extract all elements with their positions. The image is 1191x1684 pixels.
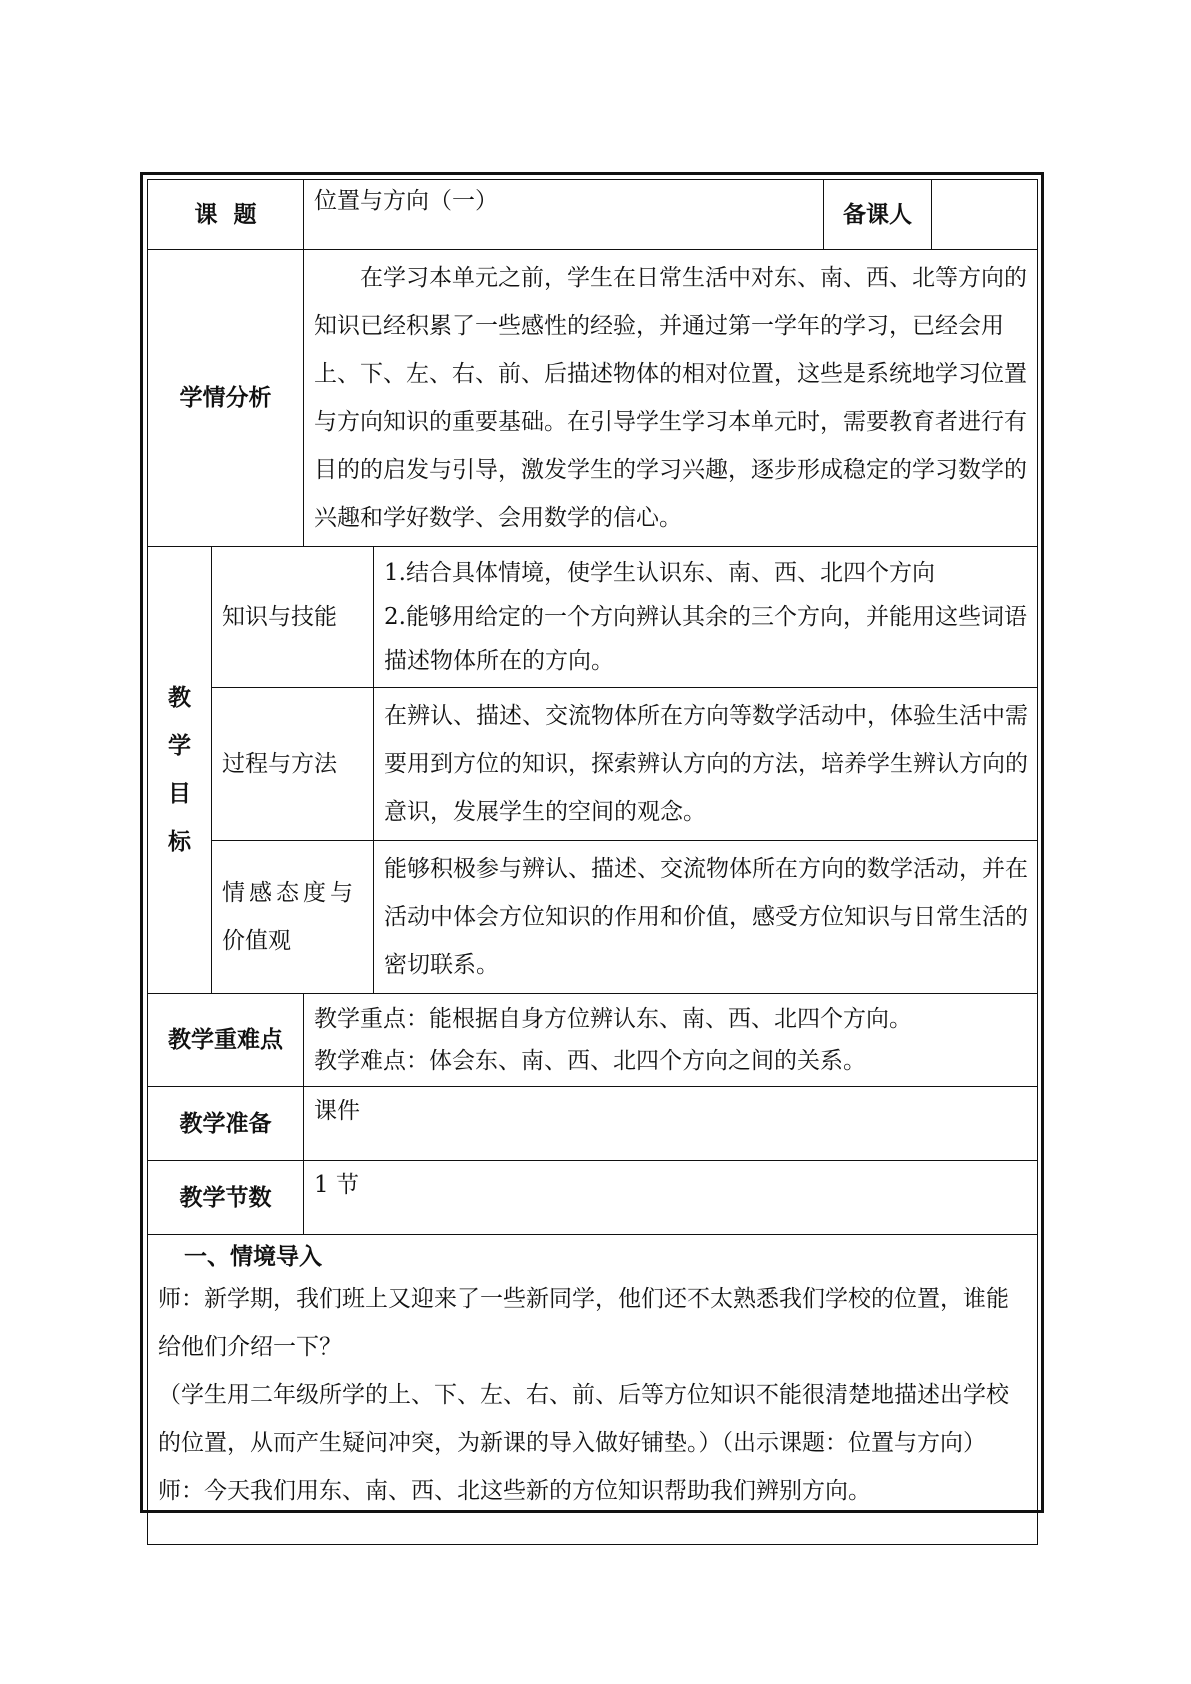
emotion-label-line-2: 价值观 — [222, 928, 291, 954]
goals-label — [148, 547, 212, 994]
preparation-label: 教学准备 — [148, 1087, 304, 1161]
section-paragraph-3: 师：今天我们用东、南、西、北这些新的方位知识帮助我们辨别方向。 — [158, 1478, 871, 1504]
knowledge-line-1: 1.结合具体情境，使学生认识东、南、西、北四个方向 — [384, 560, 935, 586]
goals-label-char: 学 — [168, 733, 191, 759]
analysis-row — [148, 250, 1038, 547]
topic-label: 课 题 — [148, 180, 304, 250]
process-text: 在辨认、描述、交流物体所在方向等数学活动中，体验生活中需要用到方位的知识，探索辨认方向的方法，培养学生辨认方向的意识，发展学生的空间的观念。 — [384, 703, 1029, 825]
goal-knowledge-row — [148, 547, 1038, 688]
emotion-cell — [374, 841, 1038, 994]
analysis-cell — [304, 250, 1038, 547]
emotion-label — [212, 841, 374, 994]
section-heading: 一、情境导入 — [184, 1244, 322, 1270]
goal-emotion-row — [148, 841, 1038, 994]
process-section-row — [148, 1235, 1038, 1545]
topic-row — [148, 180, 1038, 250]
analysis-text: 在学习本单元之前，学生在日常生活中对东、南、西、北等方向的知识已经积累了一些感性的经验，并通过第一学年的学习，已经会用上、下、左、右、前、后描述物体的相对位置，这些是系统地学习位置与方向知识的重要基础。在引导学生学习本单元时，需要教育者进行有目的的启发与引导，激发学生的学习兴趣，逐步形成稳定的学习数学的兴趣和学好数学、会用数学的信心。 — [314, 265, 1028, 531]
periods-label: 教学节数 — [148, 1161, 304, 1235]
key-points-cell — [304, 994, 1038, 1087]
process-cell — [374, 688, 1038, 841]
key-points-label: 教学重难点 — [148, 994, 304, 1087]
key-points-row — [148, 994, 1038, 1087]
emotion-text: 能够积极参与辨认、描述、交流物体所在方向的数学活动，并在活动中体会方位知识的作用和价值，感受方位知识与日常生活的密切联系。 — [384, 856, 1029, 978]
section-paragraph-1: 师：新学期，我们班上又迎来了一些新同学，他们还不太熟悉我们学校的位置，谁能给他们介绍一下？ — [158, 1286, 1009, 1360]
knowledge-cell — [374, 547, 1038, 688]
process-label: 过程与方法 — [212, 688, 374, 841]
goals-label-char: 目 — [168, 781, 191, 807]
lesson-plan-table — [147, 179, 1038, 1545]
preparation-value: 课件 — [304, 1087, 1038, 1161]
periods-value: 1 节 — [304, 1161, 1038, 1235]
topic-value: 位置与方向（一） — [304, 180, 824, 250]
goal-process-row — [148, 688, 1038, 841]
emotion-label-line-1: 情感态度与 — [222, 880, 357, 906]
preparer-value — [932, 180, 1038, 250]
periods-row — [148, 1161, 1038, 1235]
key-focus: 教学重点：能根据自身方位辨认东、南、西、北四个方向。 — [314, 1006, 913, 1032]
analysis-label: 学情分析 — [148, 250, 304, 547]
goals-label-char: 标 — [168, 829, 191, 855]
process-section-cell — [148, 1235, 1038, 1545]
preparation-row — [148, 1087, 1038, 1161]
goals-label-char: 教 — [168, 685, 191, 711]
section-paragraph-2: （学生用二年级所学的上、下、左、右、前、后等方位知识不能很清楚地描述出学校的位置，从而产生疑问冲突，为新课的导入做好铺垫。）（出示课题：位置与方向） — [158, 1382, 1009, 1456]
knowledge-label: 知识与技能 — [212, 547, 374, 688]
key-difficulty: 教学难点：体会东、南、西、北四个方向之间的关系。 — [314, 1048, 867, 1074]
preparer-label: 备课人 — [824, 180, 932, 250]
knowledge-line-2: 2.能够用给定的一个方向辨认其余的三个方向，并能用这些词语描述物体所在的方向。 — [384, 604, 1027, 674]
